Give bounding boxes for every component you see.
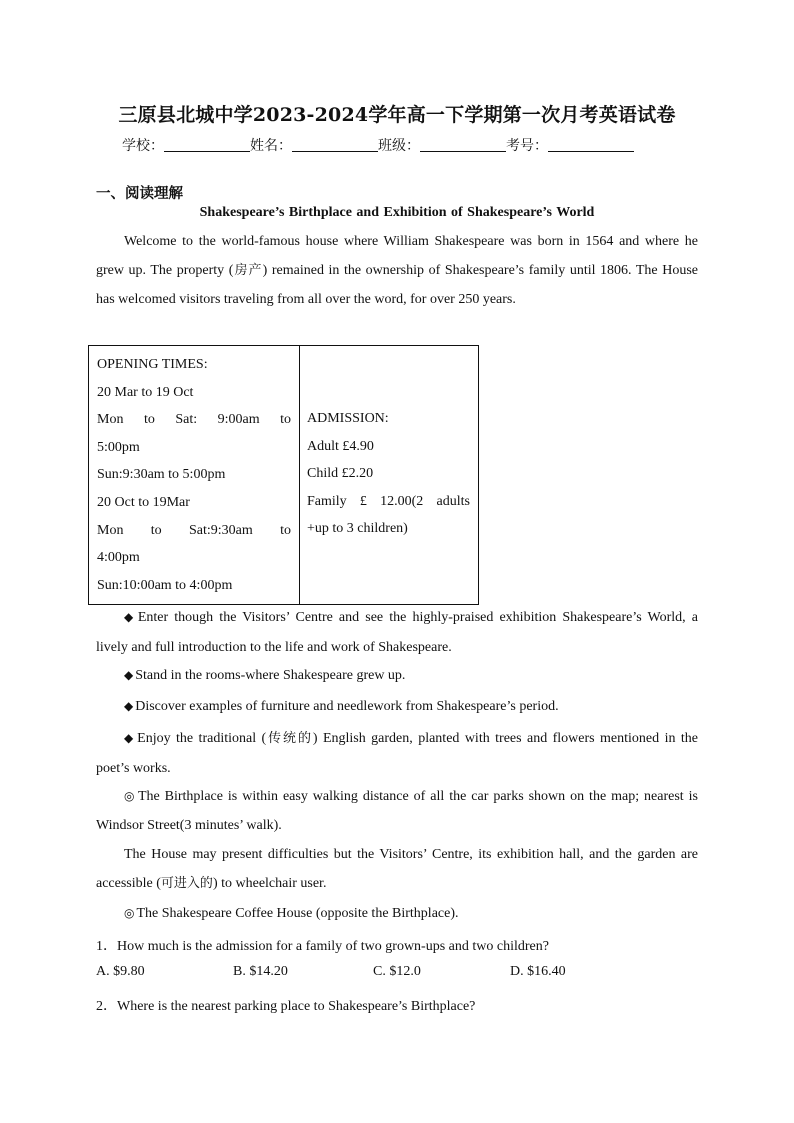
bullseye-bullet-icon: ◎ bbox=[124, 906, 135, 920]
name-blank bbox=[292, 137, 378, 152]
bullet-text: Enter though the Visitors’ Centre and see the highly-praised exhibition Shakespeare’s World, a lively and full introduction to the life and work of Shakespeare. bbox=[96, 610, 698, 655]
intro-paragraph bbox=[96, 227, 698, 314]
class-label: 班级： bbox=[378, 138, 420, 154]
admission-heading: ADMISSION: bbox=[307, 411, 389, 426]
passage-title: Shakespeare’s Birthplace and Exhibition of Shakespeare’s World bbox=[199, 205, 595, 220]
option-d[interactable]: D. $16.40 bbox=[510, 964, 566, 979]
note-text: The Birthplace is within easy walking distance of all the car parks shown on the map; nearest is Windsor Street(3 minutes’ walk). bbox=[96, 789, 698, 833]
admission-family: Family £ 12.00(2 adults bbox=[307, 493, 470, 509]
note-chinese-gloss: 可进入的 bbox=[160, 876, 213, 891]
bullet-text-a: Enjoy the traditional ( bbox=[137, 731, 267, 746]
period1-weekday-hours-cont: 5:00pm bbox=[97, 439, 140, 455]
bullet-item bbox=[96, 661, 698, 690]
question-1: 1．How much is the admission for a family of two grown-ups and two children? bbox=[96, 939, 549, 954]
school-label: 学校： bbox=[122, 138, 164, 154]
number-label: 考号： bbox=[506, 138, 548, 154]
bullet-text-b: ) English garden, planted with trees and flowers mentioned in the poet’s works. bbox=[96, 731, 698, 776]
period2-label: 20 Oct to 19Mar bbox=[97, 494, 190, 510]
section-heading: 一、阅读理解 bbox=[96, 186, 183, 202]
option-b[interactable]: B. $14.20 bbox=[233, 964, 288, 979]
note-text-a: The House may present difficulties but the Visitors’ Centre, its exhibition hall, and the garden are accessible ( bbox=[96, 847, 698, 891]
diamond-bullet-icon: ◆ bbox=[124, 731, 136, 745]
school-blank bbox=[164, 137, 250, 152]
admission-child: Child £2.20 bbox=[307, 466, 374, 482]
bullet-text: Stand in the rooms-where Shakespeare grew up. bbox=[135, 668, 406, 683]
bullet-chinese-gloss: 传统的 bbox=[266, 731, 313, 746]
exam-title: 三原县北城中学2023-2024学年高一下学期第一次月考英语试卷 bbox=[118, 104, 676, 126]
intro-text-b: ) remained in the ownership of Shakespeare’s family until 1806. The House has welcomed visitors traveling from all over the word, for over 250 years. bbox=[96, 263, 698, 307]
note-text-b: ) to wheelchair user. bbox=[212, 876, 327, 891]
class-blank bbox=[420, 137, 506, 152]
bullseye-bullet-icon: ◎ bbox=[124, 789, 136, 803]
admission-adult: Adult £4.90 bbox=[307, 438, 374, 454]
opening-heading: OPENING TIMES: bbox=[97, 357, 208, 372]
option-c[interactable]: C. $12.0 bbox=[373, 964, 421, 979]
period1-sunday-hours: Sun:9:30am to 5:00pm bbox=[97, 467, 226, 483]
diamond-bullet-icon: ◆ bbox=[124, 610, 136, 624]
bullet-item bbox=[96, 692, 698, 721]
intro-chinese-gloss: 房产 bbox=[233, 263, 263, 278]
period2-weekday-hours: Mon to Sat:9:30am to bbox=[97, 522, 291, 538]
note-item bbox=[96, 840, 698, 898]
note-item bbox=[96, 782, 698, 840]
info-table bbox=[88, 345, 479, 605]
number-blank bbox=[548, 137, 634, 152]
option-a[interactable]: A. $9.80 bbox=[96, 964, 145, 979]
bullet-item bbox=[96, 602, 698, 663]
bullet-text: Discover examples of furniture and needlework from Shakespeare’s period. bbox=[135, 699, 559, 714]
bullet-item bbox=[96, 723, 698, 784]
period1-label: 20 Mar to 19 Oct bbox=[97, 384, 194, 400]
note-text: The Shakespeare Coffee House (opposite the Birthplace). bbox=[136, 906, 459, 921]
name-label: 姓名： bbox=[250, 138, 292, 154]
opening-times-cell bbox=[89, 346, 300, 605]
note-item bbox=[96, 899, 698, 928]
period2-weekday-hours-cont: 4:00pm bbox=[97, 550, 140, 566]
question-2: 2．Where is the nearest parking place to Shakespeare’s Birthplace? bbox=[96, 999, 476, 1014]
admission-family-cont: +up to 3 children) bbox=[307, 521, 408, 537]
diamond-bullet-icon: ◆ bbox=[124, 668, 134, 682]
intro-text-a: Welcome to the world-famous house where William Shakespeare was born in 1564 and where he grew up. The property ( bbox=[96, 234, 698, 278]
diamond-bullet-icon: ◆ bbox=[124, 699, 134, 713]
period2-sunday-hours: Sun:10:00am to 4:00pm bbox=[97, 577, 233, 593]
admission-cell bbox=[300, 346, 479, 605]
student-info-line bbox=[122, 135, 634, 155]
period1-weekday-hours: Mon to Sat: 9:00am to bbox=[97, 412, 291, 428]
